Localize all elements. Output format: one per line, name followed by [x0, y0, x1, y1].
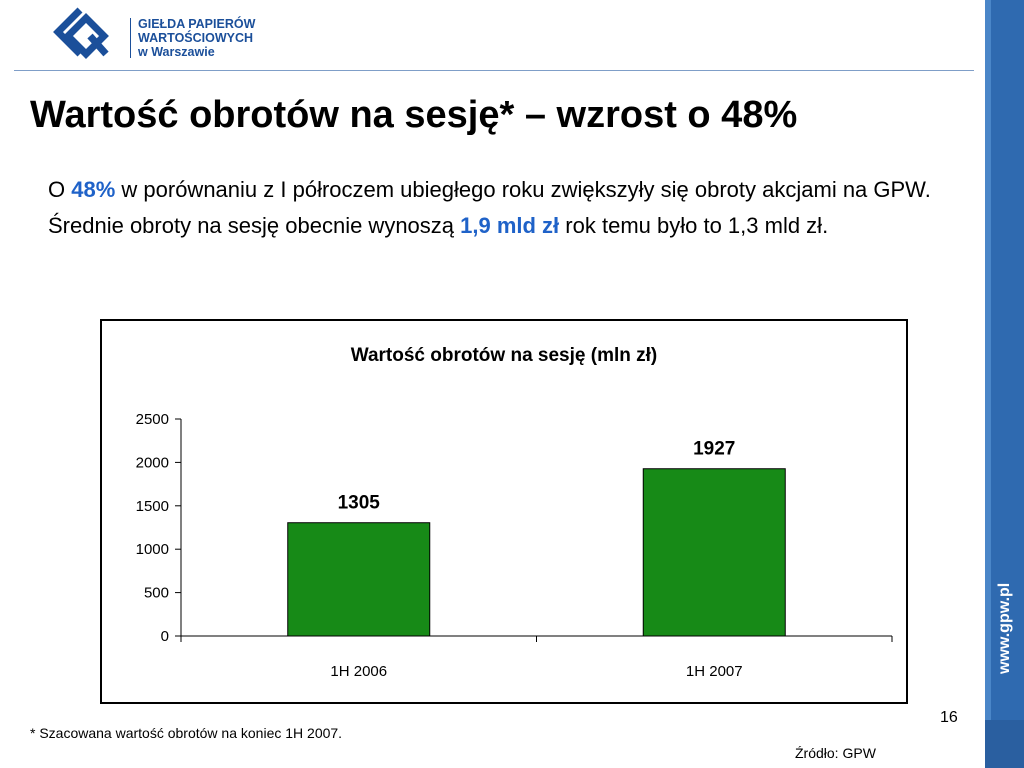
chart-title: Wartość obrotów na sesję (mln zł) [350, 345, 658, 366]
logo-line-2: WARTOŚCIOWYCH [138, 31, 254, 45]
header-rule [14, 70, 974, 71]
y-tick-label: 1500 [135, 497, 169, 515]
intro-highlight-amount: 1,9 mld zł [460, 213, 560, 238]
data-label: 1305 [337, 492, 380, 514]
data-label: 1927 [693, 438, 736, 460]
intro-paragraph [48, 172, 938, 244]
intro-text-1: O [48, 177, 72, 202]
gpw-logo-icon [50, 6, 112, 64]
y-tick-label: 500 [143, 584, 169, 602]
y-tick-label: 2000 [135, 454, 169, 472]
x-tick-label: 1H 2006 [330, 663, 388, 680]
y-tick-label: 1000 [135, 541, 169, 559]
y-tick-label: 0 [160, 628, 169, 645]
slide-title: Wartość obrotów na sesję* – wzrost o 48% [30, 94, 798, 136]
intro-highlight-percent: 48% [71, 177, 116, 202]
page-number: 16 [940, 709, 958, 726]
side-band-foot [985, 720, 1024, 768]
side-band-strip [985, 0, 991, 768]
x-tick-label: 1H 2007 [685, 663, 743, 680]
source-note: Źródło: GPW [795, 745, 876, 761]
intro-text-3: rok temu było to 1,3 mld zł. [559, 213, 829, 238]
footnote: * Szacowana wartość obrotów na koniec 1H 2007. [30, 725, 343, 741]
chart-frame [100, 319, 908, 704]
bar-1h-2006 [288, 523, 430, 636]
bar-1h-2007 [643, 469, 785, 636]
logo-separator [130, 18, 131, 58]
logo-line-1: GIEŁDA PAPIERÓW [138, 17, 256, 31]
intro-text-2: w porównaniu z I półroczem ubiegłego roku zwiększyły się obroty akcjami na GPW. Średnie obroty na sesję obecnie wynoszą [48, 177, 931, 238]
y-tick-label: 2500 [135, 411, 169, 428]
side-url [993, 630, 1017, 674]
bar-chart [102, 321, 906, 702]
logo-text [138, 17, 255, 59]
logo-line-3: w Warszawie [138, 45, 215, 59]
